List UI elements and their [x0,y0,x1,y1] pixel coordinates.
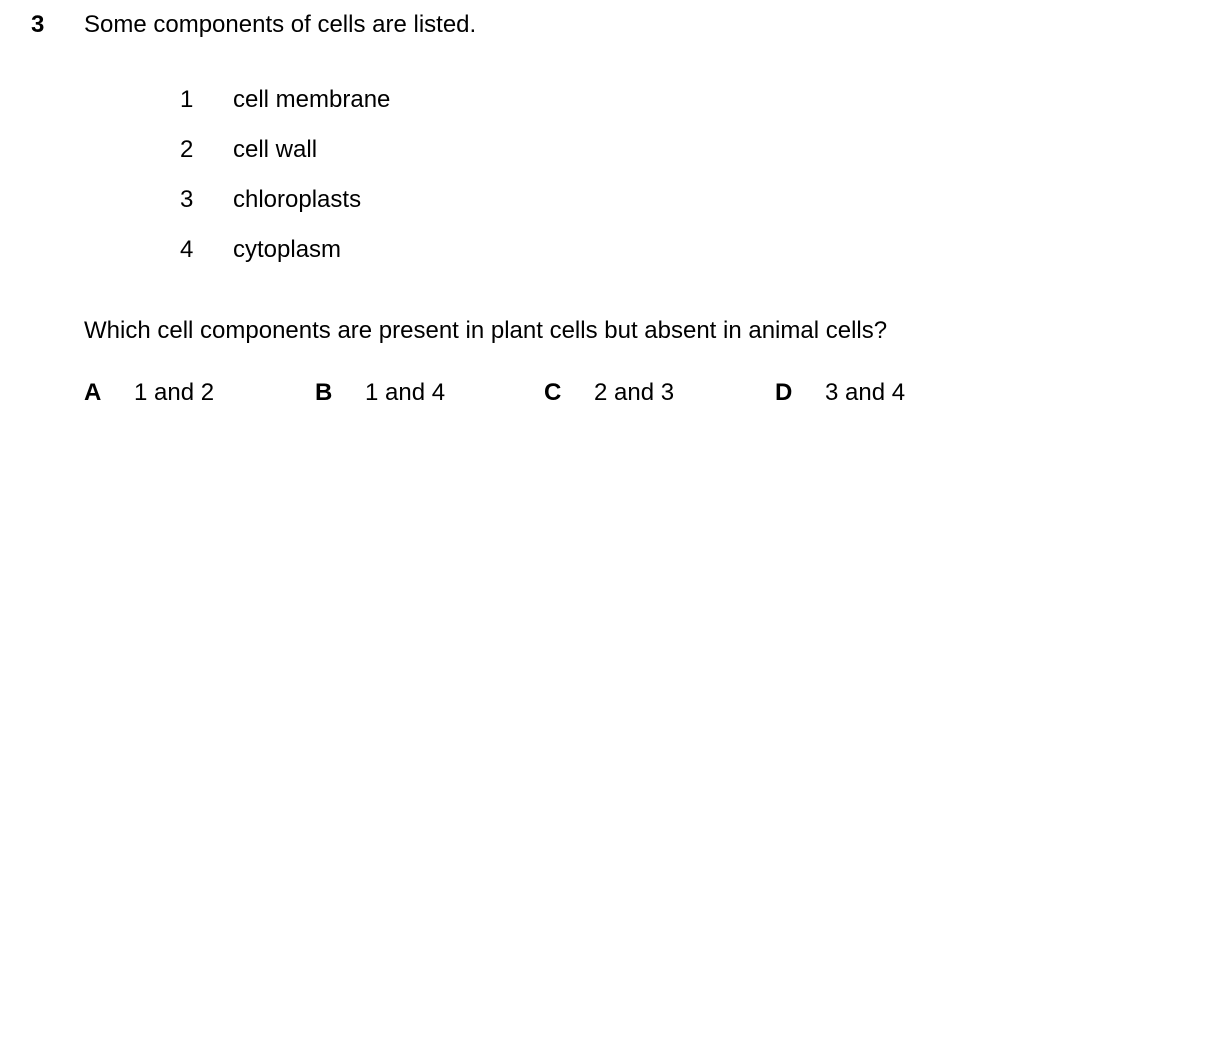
question-number: 3 [31,11,45,38]
option-letter: C [544,379,562,406]
option-b[interactable] [315,378,445,408]
question-stem: Some components of cells are listed. [84,11,477,38]
option-text: 3 and 4 [825,379,906,406]
list-item-number: 3 [180,186,194,213]
option-a[interactable] [84,378,214,408]
list-item-label: cytoplasm [233,236,342,263]
option-letter: A [84,379,102,406]
question-prompt: Which cell components are present in plant cells but absent in animal cells? [84,317,888,344]
option-text: 1 and 2 [134,379,215,406]
answer-options [84,378,984,410]
list-item-label: chloroplasts [233,186,362,213]
option-letter: B [315,379,333,406]
list-item-label: cell membrane [233,86,391,113]
list-item-number: 1 [180,86,194,113]
list-item-number: 2 [180,136,194,163]
option-c[interactable] [544,378,674,408]
option-d[interactable] [775,378,905,408]
option-letter: D [775,379,793,406]
list-item-label: cell wall [233,136,318,163]
list-item-number: 4 [180,236,194,263]
option-text: 1 and 4 [365,379,446,406]
option-text: 2 and 3 [594,379,675,406]
